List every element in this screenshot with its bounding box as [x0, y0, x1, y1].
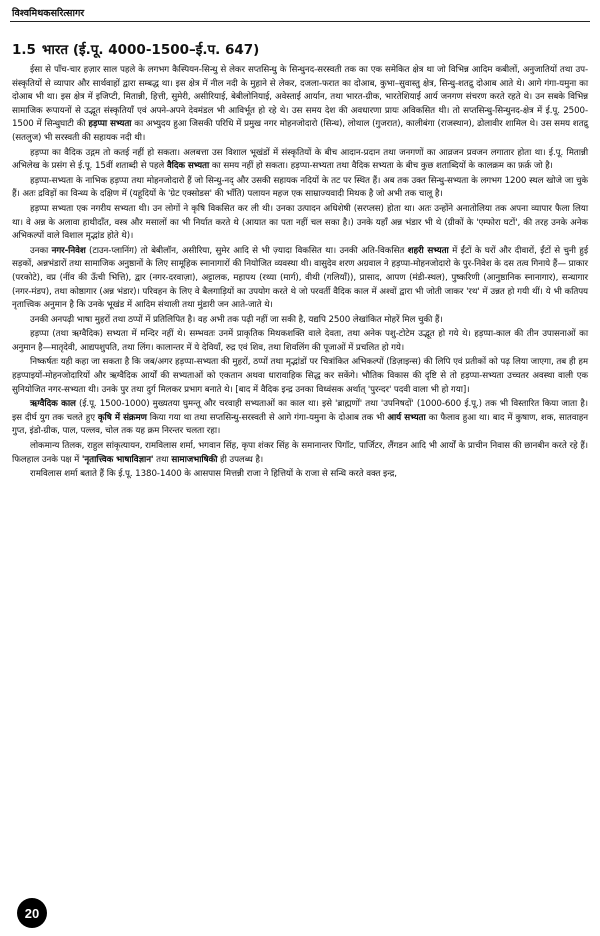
text-run: का फैलाव हुआ था। बाद में कुषाण, शक, सातवाहन गुप्त, इंडो-ग्रीक, पाल, पल्लव, चोल तक यह क्रम निरन्तर चलता रहा। — [12, 412, 588, 437]
page-number-badge — [17, 898, 47, 928]
paragraph — [12, 147, 588, 174]
header-rule — [10, 21, 590, 22]
text-run: (टाउन-प्लानिंग) तो बेबीलॉन, असीरिया, सुमेर आदि से भी ज़्यादा विकसित था। उनकी अति-विकसित — [85, 245, 408, 256]
paragraph — [12, 440, 588, 467]
paragraph — [12, 314, 588, 328]
paragraph — [12, 356, 588, 397]
text-run: रामविलास शर्मा बताते हैं कि ई.पू. 1380-1400 के आसपास मित्तन्नी राजा ने हित्तियों के राजा से सन्धि करते वक्त इन्द्र, — [30, 469, 397, 480]
text-run: ईसा से पाँच-चार हज़ार साल पहले के लगभग कैस्पियन-सिन्धु से लेकर सप्तसिन्धु के सिन्धुनद-सरस्वती तक का एक समेकित क्षेत्र था जो विभिन्न आदिम कबीलों, अनुजातियों तथा उप-संस्कृतियों से व्यापार और सार्थवाहों द्वारा सम्बद्ध था। इस क्षेत्र में नील नदी के मुहाने से लेकर, दजला-फरात का दोआब, कुभा–सुवास्तु क्षेत्र, सिन्धु-शतद्रु दोआब आते थे। आगे गंगा-यमुना का दोआब भी था। इस क्षेत्र में इजिप्टी, मितान्नी, हित्ती, सुमेरी, असीरियाई, बेबीलोनियाई, अवेस्ताई आर्यान, तथा भारत-ग्रीक, भारतेशियाई आर्य जनगण संचरण करते रहते थे। उन सबके विभिन्न सामाजिक रूपायनों से उद्भूत संस्कृतियाँ एवं अपने-अपने देवमंडल भी आविर्भूत हो रहे थे। उस समय देश की अवधारणा प्रायः अविकसित थी। तो सप्तसिन्धु-सिन्धुनद-क्षेत्र में ई.पू. 2500-1500 में सिन्धुघाटी की — [12, 65, 588, 130]
paragraph — [12, 64, 588, 146]
text-run: तथा — [153, 454, 172, 465]
text-run: में ईंटों के घरों और दीवारों, ईंटों से चुनी हुई सड़कों, अन्नभंडारों तथा सामाजिक अनुष्ठानों के लिए सामूहिक स्नानागारों की नियोजित व्यवस्था थी। वासुदेव शरण अग्रवाल ने हड़प्पा-मोहनजोदारो के पुर-निवेश के दस तत्व गिनाये हैं— प्राकार (परकोटे), वप्र (नींव की ऊँची भित्ति), द्वार (नगर-दरवाज़ा), अट्टालक, महापथ (रथ्या (मार्ग), वीथी (गलियाँ)), प्रासाद, आपण (मंडी-स्थल), पुष्करिणी (आनुष्ठानिक स्नानागार), सन्धागार (नगर-मंडप), तथा कोष्ठागार (अन्न भंडार)। परिवहन के लिए वे बैलगाड़ियों का उपयोग करते थे जो परवर्ती वैदिक काल में अश्वों द्वारा भी जोती जाकर 'रथ' में उन्नत हो गयी थीं। ये भी कतिपय नृतात्त्विक अनुमान है कि उनके भूखंड में आदिम संथाली तथा मुंडारी जन आते-जाते थे। — [12, 245, 588, 311]
emphasis-term: शहरी सभ्यता — [407, 245, 449, 256]
text-run: हड़प्पा-सभ्यता के नाभिक हड़प्पा तथा मोहनजोदारो हैं जो सिन्धु-नद् और उसकी सहायक नदियों के तट पर स्थित हैं। अब तक उक्त सिन्धु-सभ्यता के लगभग 1200 स्थल खोजे जा चुके हैं। अतः द्रविड़ों का विन्ध्य के दक्षिण में (यहूदियों के 'ग्रेट एक्सोडस' की भाँति) पलायन महज एक साम्राज्यवादी मिथक है जो अभी तक चालू है। — [12, 175, 588, 200]
text-run: लोकमान्य तिलक, राहुल सांकृत्यायन, रामविलास शर्मा, भगवान सिंह, कृपा शंकर सिंह के समानान्तर पिगॉट, पार्जिटर, लैंगडन आदि भी आर्यों के प्राचीन निवास की छानबीन करते रहे हैं। फिलहाल उनके पक्ष में — [12, 441, 588, 465]
section-title: भारत (ई.पू. 4000-1500–ई.प. 647) — [41, 42, 260, 58]
emphasis-term: सामाजभाषिकी — [171, 454, 218, 465]
emphasis-term: हड़प्पा सभ्यता — [88, 119, 132, 130]
paragraph — [12, 398, 588, 439]
emphasis-term: आर्य सभ्यता — [387, 412, 426, 423]
section-number: 1.5 — [12, 42, 36, 58]
emphasis-term: ऋग्वैदिक काल — [30, 399, 76, 410]
text-run: उनकी अनपढ़ी भाषा मुहरों तथा ठप्पों में प्रतिलिपित है। वह अभी तक पढ़ी नहीं जा सकी है, यद्यपि 2500 लेखांकित मोहरें मिल चुकी हैं। — [30, 314, 443, 325]
text-run: निष्कर्षतः यही कहा जा सकता है कि जब/अगर हड़प्पा-सभ्यता की मुहरों, ठप्पों तथा मृद्भांडों पर चित्रांकित अभिकल्पों (डिज़ाइन्स) की लिपि एवं प्रतीकों को पढ़ लिया जाएगा, तब ही हम हड़प्पाइयों-मोहनजोदारियों और ऋग्वैदिक आर्यों की सभ्यताओं को एकतान अथवा धारावाहिक सिद्ध कर सकेंगे। भौतिक विकास की दृष्टि से तो हड़प्पा-सभ्यता उच्चतर अवस्था वाली एक सुनियोजित नगर-सभ्यता थी। उनके पुर तथा दुर्ग मिलकर प्रभाग बनाते थे। [बाद में वैदिक इन्द्र उनका विध्वंसक अर्थात् 'पुरन्दर' पदवी वाला भी हो गया]। — [12, 357, 588, 395]
text-run: हड़प्पा सभ्यता एक नगरीय सभ्यता थी। उन लोगों ने कृषि विकसित कर ली थी। उनका उत्पादन अधिशेषी (सरप्लस) होता था। अतः उन्होंने अनातोलिया तक अपना व्यापार फैला लिया था। वे अन्न के अलावा हाथीदाँत, वस्त्र और मसालों का भी निर्यात करते थे (आयात का पता नहीं चल सका है।) उनके यहाँ अन्न भंडार भी थे (ग्रीकों के 'एम्फोरा घटों', की तरह उनके अनेक अभिकल्पों वाले विशाल मृद्भांड होते थे)। — [12, 203, 588, 242]
body-text — [12, 64, 588, 483]
text-run: ही उपलब्ध है। — [217, 454, 264, 465]
emphasis-term: नगर-निवेश — [51, 245, 86, 256]
emphasis-term: कृषि में संक्रमण — [97, 412, 147, 423]
text-run: उनका — [30, 245, 52, 256]
text-run: का समय नहीं हो सकता। हड़प्पा-सभ्यता तथा वैदिक सभ्यता के बीच कुछ शताब्दियों के कालक्रम का फ़र्क़ जो है। — [209, 161, 553, 172]
text-run: (ई.पू. 1500-1000) मुख्यतया घुमन्तू और चरवाही सभ्यताओं का काल था। इसे 'ब्राह्मणों' तथा 'उपनिषदों' (1000-600 ई.पू.) तक भी विस्तारित किया जाता है। इस दीर्घ युग तक चलते हुए — [12, 399, 588, 423]
emphasis-term: वैदिक सभ्यता — [166, 161, 210, 172]
paragraph — [12, 245, 588, 313]
paragraph — [12, 203, 588, 244]
text-run: हड़प्पा (तथा ऋग्वैदिक) सभ्यता में मन्दिर नहीं थे। सम्भवतः उनमें प्राकृतिक मिथकशक्ति वाले देवता, तथा अनेक पशु-टोटेम उद्भूत हो गये थे। हड़प्पा-काल की तीन उपासनाओं का अनुमान है—मातृदेवी, आद्यपशुपति, तथा लिंग। कालान्तर में ये देवियाँ, रुद्र एवं शिव, तथा शिवलिंग की पूजाओं में प्रचलित हो गये। — [12, 329, 588, 353]
emphasis-term: 'नृतात्त्विक भाषाविज्ञान' — [81, 454, 154, 465]
running-header: विश्वमिथकसरित्सागर — [12, 8, 85, 19]
text-run: किया गया था तथा सप्तसिन्धु-सरस्वती से आगे गंगा-यमुना के दोआब तक भी — [146, 412, 388, 423]
text-run: हड़प्पा का वैदिक उद्गम तो कतई नहीं हो सकता। अलबत्ता उस विशाल भूखंडों में संस्कृतियों के बीच आदान-प्रदान तथा जनगणों का आव्रजन प्रवजन लगातार होता था। ई.पू. मितान्नी अभिलेख के प्रसंग से ई.पू. 15वीं शताब्दी से पहले — [12, 147, 588, 172]
page-number: 20 — [24, 905, 40, 921]
paragraph — [12, 328, 588, 355]
section-heading — [12, 40, 259, 58]
paragraph — [12, 468, 588, 482]
paragraph — [12, 175, 588, 202]
text-run: का अभ्युदय हुआ जिसकी परिधि में प्रमुख नगर मोहनजोदारो (सिन्ध), लोथाल (गुजरात), कालीबंगा (राजस्थान), ढोलावीर शामिल थे। उस समय शतद्रु (सतलुज) भी सरस्वती की सहायक नदी थी। — [12, 119, 588, 143]
